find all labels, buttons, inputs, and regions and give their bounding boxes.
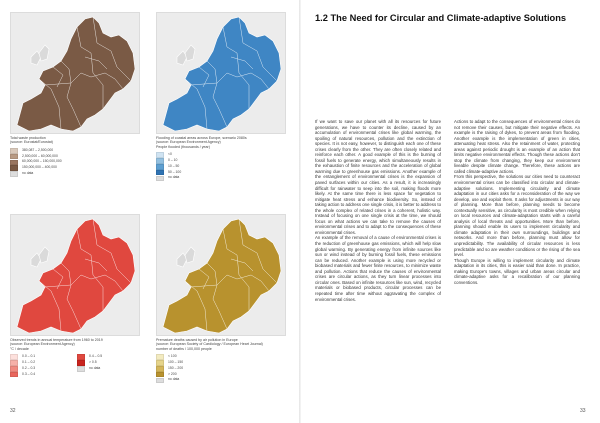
map-air-pollution xyxy=(156,214,286,336)
map-caption xyxy=(10,136,138,145)
legend-label: no data xyxy=(89,365,101,370)
map-caption-unit: People flooded (thousands / year) xyxy=(156,144,210,149)
legend-label: 0.2 – 0.3 xyxy=(22,365,36,370)
legend-label: > 200 xyxy=(168,371,177,376)
legend-item xyxy=(77,366,138,372)
legend-item xyxy=(10,171,138,177)
legend-label: 2,500,000 – 60,000,000 xyxy=(22,153,58,158)
legend-label: 0.3 – 0.4 xyxy=(22,371,36,376)
map-panel-waste xyxy=(10,12,138,177)
map-waste xyxy=(10,12,140,134)
legend-swatch xyxy=(156,170,164,176)
map-caption-source: (source: European Society of Cardiology / European Heart Journal) xyxy=(156,342,263,347)
legend-label: 60,000,000 – 150,000,000 xyxy=(22,159,62,164)
page-fold xyxy=(299,0,301,423)
paragraph: If we want to save our planet with all its resources for future generations, we have to counter its decline, caused by an accumulation of environmental crises like global warming, the spoiling of natural resources, pollution and the extinction of species. It is not easy, however, to distinguish each one of these crises clearly from the other. They are often closely related and reinforce each other. A good example of this is the burning of fossil fuels to generate energy, which simultaneously results in the exhaustion of finite resources and the acceleration of global warming due to greenhouse gas emissions. Another example of the entanglement of environmental crises is the expansion of paved surfaces within our cities. As a result, it is increasingly difficult for rainwater to seep into the soil, making floods more likely. At the same time there is less space for vegetation to mitigate heat stress and enhance biodiversity. So, instead of taking action to address one single crisis, it is better to address to the whole complex of related crises in a coherent, holistic way. Instead of focusing on one single crisis at the time, we should focus on what actions we can take to remove the causes of environmental crises and to adapt to the consequences of these environmental crises. xyxy=(315,119,441,235)
paragraph: Actions to adapt to the consequences of environmental crises do not remove their causes, but mitigate their negative effects. An example is the raising of dykes, to prevent areas from flooding. Another example is the implementation of green in cities, attenuating heat stress. Also the retainment of water, protecting areas against periodic drought is an example of an action that limits negative environmental effects. Though these actions don't stop the climate from changing, they keep our environment liveable despite climate change. Therefore, these actions are called climate-adaptive actions. xyxy=(454,119,580,174)
legend-swatch xyxy=(77,366,85,372)
europe-map-shape xyxy=(163,219,281,333)
europe-map-shape xyxy=(17,219,135,333)
paragraph: An example of the removal of a cause of environmental crises is the reduction of greenhouse gas emissions, which will help slow global warming. By generating energy from infinite sources like sun or wind instead of by burning fossil fuels, these emissions can be reduced. Another example is using more recycled or biobased materials and fewer finite resources, to minimize waste and pollution. Actions that reduce the causes of environmental crises are circular actions, as they turn linear processes into circular ones. Based on infinite resources like sun, wind, recycled materials or biobased products, circular processes can be repeated time after time without aggravating the complex of environmental crises. xyxy=(315,235,441,302)
map-caption-source: (source: Eurostat/Eurostat) xyxy=(10,140,53,145)
legend-label: 50 – 100 xyxy=(168,169,182,174)
map-caption-source: (source: European Environment Agency) xyxy=(156,140,221,145)
map-caption-unit: °C / decade xyxy=(10,346,29,351)
map-flooding xyxy=(156,12,286,134)
legend-label: no data xyxy=(168,377,180,382)
map-panel-air-pollution xyxy=(156,214,284,383)
page-number-right: 33 xyxy=(580,408,586,414)
legend-label: <0 xyxy=(168,152,172,157)
legend-label: 380,087 – 2,500,000 xyxy=(22,147,54,152)
legend-label: no data xyxy=(168,175,180,180)
legend-swatch xyxy=(156,152,164,158)
legend-swatch xyxy=(156,360,164,366)
legend-swatch xyxy=(10,372,18,378)
map-legend xyxy=(10,354,138,377)
legend-label: 0.1 – 0.2 xyxy=(22,360,36,365)
map-caption xyxy=(156,136,284,149)
legend-label: 150 – 200 xyxy=(168,365,184,370)
legend-label: 0 – 10 xyxy=(168,158,178,163)
legend-swatch xyxy=(156,378,164,384)
map-legend xyxy=(156,152,284,181)
legend-label: 0.4 – 0.5 xyxy=(89,354,103,359)
body-column-2 xyxy=(454,119,580,285)
legend-swatch xyxy=(10,154,18,160)
map-caption-title: Total waste production xyxy=(10,136,46,140)
map-caption-unit: number of deaths / 100,000 people xyxy=(156,346,212,351)
legend-swatch xyxy=(10,165,18,171)
map-panel-flooding xyxy=(156,12,284,181)
legend-label: < 100 xyxy=(168,354,177,359)
map-caption-source: (source: European Environment Agency) xyxy=(10,342,75,347)
legend-swatch xyxy=(156,158,164,164)
legend-item xyxy=(156,377,284,383)
map-caption xyxy=(10,338,138,351)
legend-label: 150,000,000 – 400,000 xyxy=(22,165,57,170)
legend-swatch xyxy=(156,164,164,170)
legend-swatch xyxy=(156,372,164,378)
legend-swatch xyxy=(10,171,18,177)
legend-label: 0.0 – 0.1 xyxy=(22,354,36,359)
legend-swatch xyxy=(156,366,164,372)
legend-label: 10 – 50 xyxy=(168,163,180,168)
legend-swatch xyxy=(156,354,164,360)
europe-map-shape xyxy=(17,17,135,131)
legend-label: > 0.5 xyxy=(89,360,97,365)
legend-swatch xyxy=(10,148,18,154)
paragraph: Though Europe is willing to implement circularity and climate adaptation in its cities, this is easier said than done. In practice, making Europe's towns, villages and urban areas circular and climate-adaptive asks for a recalibration of our planning conventions. xyxy=(454,257,580,285)
section-title: 1.2 The Need for Circular and Climate-adaptive Solutions xyxy=(315,13,567,23)
map-caption xyxy=(156,338,284,351)
legend-item xyxy=(10,372,71,378)
map-panel-temperature xyxy=(10,214,138,377)
legend-label: no data xyxy=(22,171,34,175)
paragraph: From this perspective, the solutions our cities need to counteract environmental crises can be classified into circular and climate-adaptive solutions. Implementing circularity and climate adaptation in our cities asks for a reconsideration of the way we develop, use and exploit them. It asks for adjustments in our way of planning. More than before, planning needs to become contextually sensitive, as circularity is most credible when relying on local resources and climate-adaptation starts with a careful analysis of local threats and opportunities. More than before, planning should enable its users to implement circularity and climate adaptation in their own surroundings, buildings and networks. And more than before, planning must allow for unpredictability. The availability of circular resources is less predictable and so are weather conditions or the rising of the sea level. xyxy=(454,174,580,258)
map-legend xyxy=(156,354,284,383)
body-column-1 xyxy=(315,119,441,302)
legend-swatch xyxy=(10,160,18,166)
legend-label: 100 – 150 xyxy=(168,360,184,365)
map-caption-title: Observed trends in annual temperature from 1960 to 2019 xyxy=(10,338,103,342)
map-temperature xyxy=(10,214,140,336)
legend-item xyxy=(156,175,284,181)
map-caption-title: Flooding of coastal areas across Europe, scenario 2080s xyxy=(156,136,247,140)
page-number-left: 32 xyxy=(10,408,16,414)
map-caption-title: Premature deaths caused by air pollution in Europe xyxy=(156,338,238,342)
map-legend xyxy=(10,148,138,177)
europe-map-shape xyxy=(163,17,281,131)
legend-swatch xyxy=(156,176,164,182)
